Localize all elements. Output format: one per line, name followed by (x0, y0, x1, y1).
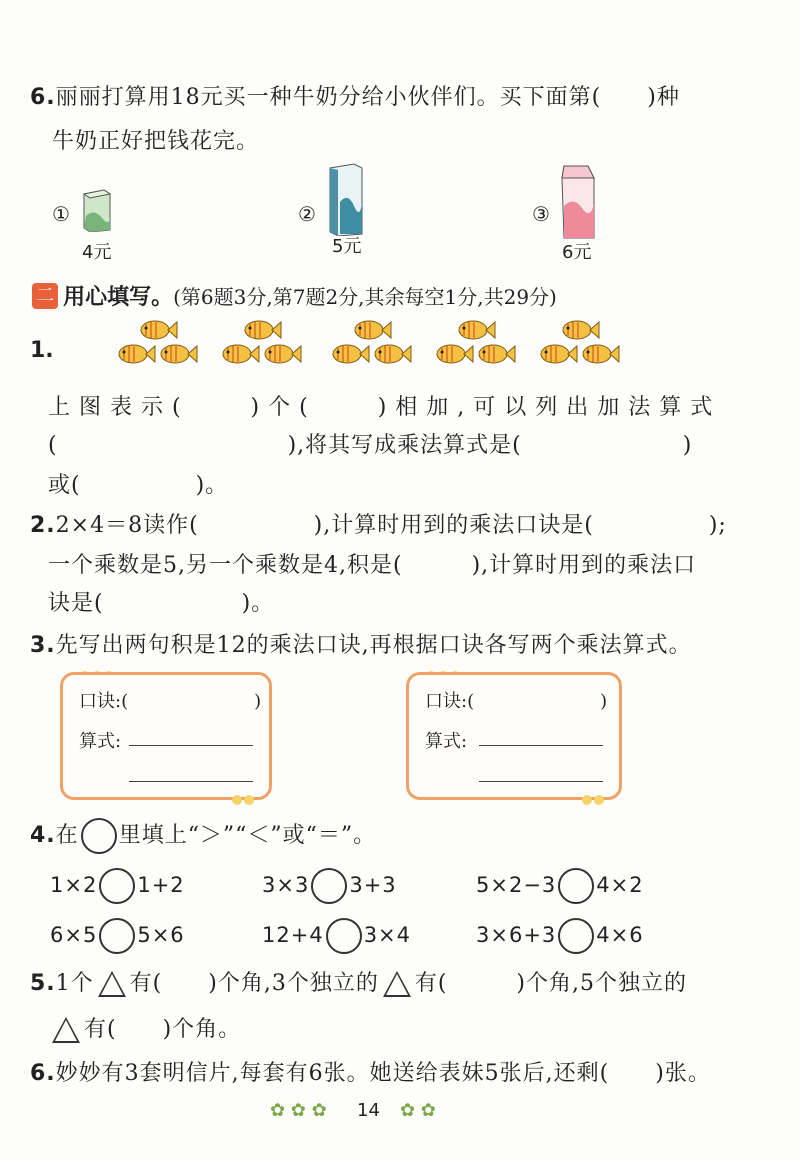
right-expression: 5×6 (137, 923, 185, 947)
q1-line2: ( ),将其写成乘法算式是( ) (48, 433, 693, 458)
section-badge: 二 (32, 283, 58, 309)
fish-groups (110, 318, 630, 380)
box-2-blank-2[interactable] (479, 781, 603, 782)
fish-icon (374, 342, 412, 370)
q5-line2: 有( )个角。 (48, 1012, 241, 1043)
option-2-price: 5元 (332, 236, 362, 257)
q6-line2: 牛奶正好把钱花完。 (52, 129, 260, 154)
q1-line3: 或( )。 (48, 473, 229, 498)
left-expression: 3×6+3 (476, 923, 557, 947)
option-1-price: 4元 (82, 242, 112, 263)
box-2-blank-1[interactable] (479, 745, 603, 746)
fish-icon (436, 342, 474, 370)
fish-icon (582, 342, 620, 370)
left-expression: 6×5 (50, 923, 98, 947)
option-1-mark: ① (52, 202, 70, 226)
answer-circle[interactable] (99, 918, 135, 954)
right-expression: 1+2 (137, 873, 185, 897)
circle-icon (81, 818, 117, 854)
box-2-suanshi: 算式: (425, 731, 468, 752)
footer-sprout-right-icon: ✿ ✿ (400, 1100, 436, 1121)
q3-text: 3.先写出两句积是12的乘法口诀,再根据口诀各写两个乘法算式。 (30, 633, 692, 658)
box-1-koujue: 口诀:( ) (79, 691, 262, 712)
q1-line1: 上 图 表 示 ( ) 个 ( ) 相 加 , 可 以 列 出 加 法 算 式 (48, 395, 714, 420)
left-expression: 1×2 (50, 873, 98, 897)
left-expression: 3×3 (262, 873, 310, 897)
triangle-icon (383, 971, 411, 997)
comparison-item (262, 918, 411, 954)
fish-icon (118, 342, 156, 370)
comparison-item (262, 868, 397, 904)
footer-sprout-left-icon: ✿ ✿ ✿ (270, 1100, 327, 1121)
section-2-header (32, 280, 557, 311)
q2-line2: 一个乘数是5,另一个乘数是4,积是( ),计算时用到的乘法口 (48, 553, 697, 578)
answer-circle[interactable] (99, 868, 135, 904)
milk-carton-small-icon (80, 186, 112, 232)
q6-line1: 6.丽丽打算用18元买一种牛奶分给小伙伴们。买下面第( )种 (30, 85, 680, 110)
q6-bottom: 6.妙妙有3套明信片,每套有6张。她送给表妹5张后,还剩( )张。 (30, 1061, 711, 1086)
left-expression: 5×2−3 (476, 873, 557, 897)
comparison-item (476, 868, 644, 904)
box-2-koujue: 口诀:( ) (425, 691, 608, 712)
box-1-blank-2[interactable] (129, 781, 253, 782)
right-expression: 4×2 (596, 873, 644, 897)
triangle-icon (52, 1017, 80, 1043)
right-expression: 3×4 (363, 923, 412, 947)
option-3-price: 6元 (562, 242, 592, 263)
q1-number: 1. (30, 338, 54, 363)
milk-carton-gable-icon (558, 162, 598, 240)
fish-icon (222, 342, 260, 370)
fish-icon (540, 342, 578, 370)
option-2-mark: ② (298, 202, 316, 226)
comparison-item (50, 918, 185, 954)
fish-icon (478, 342, 516, 370)
right-expression: 3+3 (349, 873, 397, 897)
answer-box-2 (406, 672, 622, 800)
left-expression: 12+4 (262, 923, 324, 947)
box-2-dots-bottom (582, 790, 606, 809)
q4-instruction: 4.在 里填上“＞”“＜”或“＝”。 (30, 818, 376, 854)
fish-icon (160, 342, 198, 370)
box-1-dots-bottom (232, 790, 256, 809)
answer-circle[interactable] (326, 918, 362, 954)
q5-line1: 5.1个 有( )个角,3个独立的 有( )个角,5个独立的 (30, 971, 688, 996)
right-expression: 4×6 (596, 923, 644, 947)
q2-line3: 诀是( )。 (48, 591, 275, 616)
triangle-icon (98, 971, 126, 997)
box-1-blank-1[interactable] (129, 745, 253, 746)
section-title: 用心填写。 (63, 285, 174, 310)
answer-circle[interactable] (558, 868, 594, 904)
answer-box-1 (60, 672, 272, 800)
comparison-item (476, 918, 644, 954)
page-number: 14 (357, 1100, 380, 1121)
section-note: (第6题3分,第7题2分,其余每空1分,共29分) (173, 285, 557, 309)
answer-circle[interactable] (558, 918, 594, 954)
answer-circle[interactable] (311, 868, 347, 904)
comparison-item (50, 868, 185, 904)
fish-icon (332, 342, 370, 370)
q2-line1: 2.2×4＝8读作( ),计算时用到的乘法口诀是( ); (30, 513, 727, 538)
box-1-suanshi: 算式: (79, 731, 122, 752)
milk-carton-tall-icon (326, 162, 366, 236)
fish-icon (264, 342, 302, 370)
option-3-mark: ③ (532, 202, 550, 226)
